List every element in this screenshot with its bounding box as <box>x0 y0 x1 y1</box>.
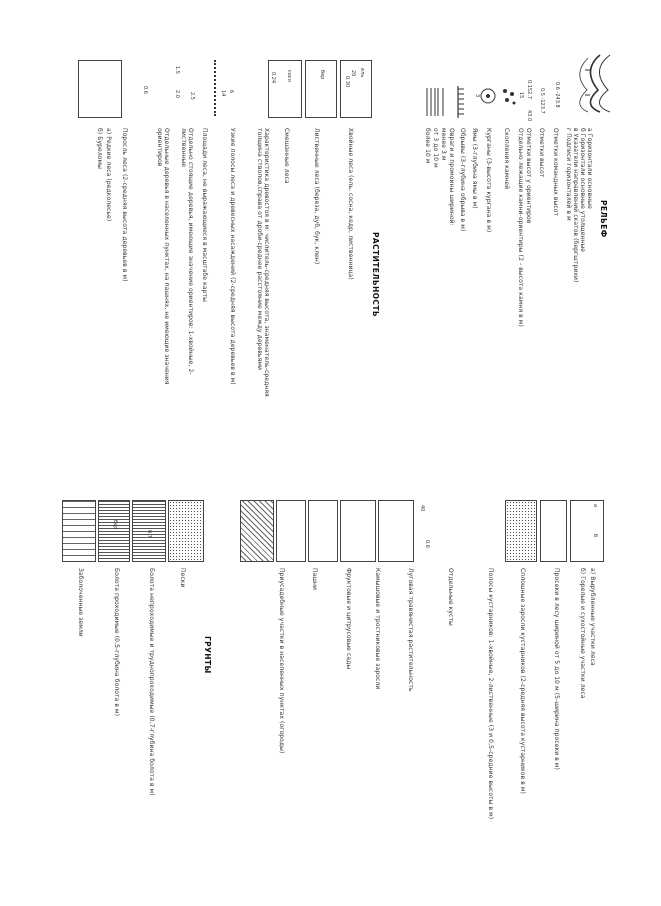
ravine-symbol <box>425 86 447 118</box>
right-column-item: а) Вырубленные участки леса <box>589 568 596 666</box>
relief-item: Отдельно лежащие камни-ориентиры (2 - высота камня в м) <box>517 128 524 327</box>
veg-symbol-label: 0.30 <box>344 76 350 88</box>
relief-item: Ямы (3-глубина ямы в м) <box>471 128 478 209</box>
stone-cluster-symbol <box>500 86 520 108</box>
right-column-item: Сплошные заросли кустарников (2-средняя высота кустарников в м) <box>519 568 526 794</box>
right-symbol-label: б <box>592 534 598 538</box>
veg-symbol-label: ель <box>359 68 365 78</box>
relief-item: г Подписи горизонталей в м <box>565 128 572 221</box>
garden-plots-symbol <box>240 500 274 562</box>
right-column-item: Отдельные кусты <box>447 568 454 626</box>
tree-strip-symbol <box>214 60 220 116</box>
veg-symbol-label: 1.5 <box>174 66 180 74</box>
cleared-forest-symbol <box>570 500 604 562</box>
sand-symbol <box>168 500 204 562</box>
right-symbol-label: а <box>592 504 598 508</box>
right-column-item: Приусадебные участки в населенных пунктах (огороды) <box>278 568 285 754</box>
relief-item: в Указатели направлений скатов (бергштрихи) <box>572 128 579 283</box>
right-symbol-label: 0.6 <box>424 540 430 548</box>
veg-symbol-label: 6 <box>228 90 234 94</box>
meadow-symbol <box>378 500 414 562</box>
vegetation-item: Площади леса, не выражающиеся в масштабе карты <box>201 128 208 302</box>
soils-item: Пески <box>179 568 186 588</box>
passable-swamp-symbol <box>98 500 130 562</box>
sparse-forest-symbol <box>78 60 122 118</box>
wetland-symbol <box>62 500 96 562</box>
mound-symbol <box>478 86 498 106</box>
relief-item: Отметки высот <box>538 128 545 178</box>
plowland-symbol <box>276 500 306 562</box>
relief-item: Скопления камней <box>503 128 510 190</box>
relief-symbol-label: 0.6 -243.8 <box>554 82 560 108</box>
forest-clearing-symbol <box>540 500 567 562</box>
relief-item: Отметки командных высот <box>552 128 559 217</box>
veg-symbol-label: сосн <box>286 70 292 82</box>
veg-symbol-label: бер <box>319 70 325 80</box>
orchard-symbol <box>308 500 338 562</box>
soils-item: Заболоченные земли <box>77 568 84 637</box>
relief-symbol-label: 15 <box>518 92 524 99</box>
veg-symbol-label: 20 <box>350 70 356 77</box>
relief-symbol-label: 0.5 -123.7 <box>539 88 545 114</box>
veg-symbol-label: 2.5 <box>189 92 195 100</box>
soils-item: Болота непроходимые и труднопроходимые (0,7-глубина болота в м) <box>148 568 155 796</box>
shrub-thicket-symbol <box>505 500 537 562</box>
veg-symbol-label: 0.24 <box>270 72 276 84</box>
relief-symbol-label: 0.152.7 <box>526 80 532 100</box>
right-column-item: Камышовые и тростниковые заросли <box>374 568 381 690</box>
vegetation-item: Поросль леса (2-средняя высота деревьев в м) <box>121 128 128 282</box>
vegetation-item: а) Редкие леса (редколесье) <box>105 128 112 222</box>
soil-symbol-label: 0.7 <box>146 530 152 538</box>
relief-item: б Горизонтали основные утолщенные <box>579 128 586 253</box>
right-column-item: Фруктовые и цитрусовые сады <box>345 568 352 670</box>
right-column-item: б) Горелые и сухостойные участки леса <box>579 568 586 699</box>
soil-symbol-label: бер <box>112 520 118 530</box>
relief-symbol-label: 3 <box>474 94 480 98</box>
soils-item: Болота проходимые (0,5-глубина болота в м) <box>113 568 120 717</box>
veg-symbol-label: 0.6 <box>142 86 148 94</box>
relief-item: а Горизонтали основные <box>586 128 593 209</box>
vegetation-item: Смешанные леса <box>283 128 290 184</box>
vegetation-item: Отдельно стоящие деревья, имеющие значение ориентиров: 1-хвойные, 2-лиственные <box>180 128 194 375</box>
veg-symbol-label: 14 <box>220 90 226 97</box>
soils-header: ГРУНТЫ <box>203 636 212 674</box>
relief-header: РЕЛЬЕФ <box>599 200 608 238</box>
relief-item: Овраги и промоины шириной: <box>448 128 455 226</box>
relief-item: Обрывы (3-глубина обрыва в м) <box>459 128 466 232</box>
relief-item: менее 3 м <box>440 128 447 161</box>
vegetation-item: Отдельные деревья в населенных пунктах, на пашнях, не имеющие значения ориентиров <box>156 128 170 385</box>
mixed-forest-symbol <box>268 60 302 118</box>
relief-item: более 10 м <box>424 128 431 164</box>
coniferous-forest-symbol <box>340 60 372 118</box>
vegetation-item: Узкие полосы леса и древесных насаждений (2-средняя высота деревьев в м) <box>229 128 236 385</box>
veg-symbol-label: 2.0 <box>174 90 180 98</box>
vegetation-item: Лиственные леса (береза, дуб, бук, клен) <box>313 128 320 265</box>
vegetation-item: б) Буреломы <box>96 128 103 169</box>
relief-item: от 3 до 10 м <box>432 128 439 168</box>
vegetation-header: РАСТИТЕЛЬНОСТЬ <box>371 232 380 317</box>
contour-lines-symbol <box>560 50 615 115</box>
right-column-item: Просеки в лесу шириной от 5 до 10 м (5-ширина просеки в м) <box>553 568 560 770</box>
vegetation-item: Характеристика древостоя в м: числитель-средняя высота, знаменатель-средняя толщина стволов,справа от дроби-среднее расстояние между деревьями <box>256 128 270 397</box>
reed-thicket-symbol <box>340 500 376 562</box>
deciduous-forest-symbol <box>305 60 337 118</box>
right-column-item: Полосы кустарников: 1-хвойные, 2-лиственные (3 и 0,5-средние высоты в м) <box>487 568 494 820</box>
right-symbol-label: 40 <box>419 505 425 512</box>
right-column-item: Пашни <box>311 568 318 591</box>
vegetation-item: Хвойные леса (ель, сосна, кедр, лиственница) <box>347 128 354 280</box>
cliff-symbol <box>455 84 473 120</box>
relief-item: Отметки высот у ориентиров <box>525 128 532 224</box>
relief-item: Курганы (3-высота кургана в м) <box>485 128 492 233</box>
right-column-item: Луговая травянистая растительность <box>407 568 414 692</box>
relief-symbol-label: 43.0 <box>526 110 532 122</box>
